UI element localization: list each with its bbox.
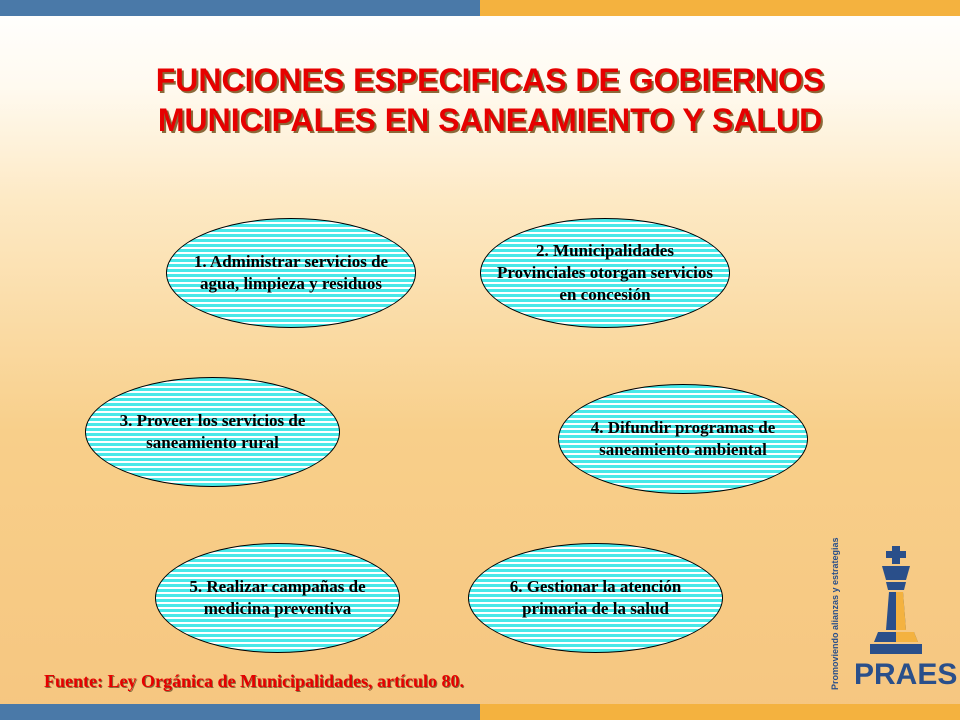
- function-label-4: 4. Difundir programas de saneamiento ambiental: [590, 418, 776, 459]
- function-label-2: 2. Municipalidades Provinciales otorgan servicios en concesión: [497, 241, 713, 304]
- top-bar-blue: [0, 0, 480, 16]
- title-line-1: FUNCIONES ESPECIFICAS DE GOBIERNOS: [155, 62, 825, 98]
- function-label-1: 1. Administrar servicios de agua, limpieza y residuos: [193, 252, 389, 293]
- function-oval-6: [468, 543, 723, 653]
- title-line-2: MUNICIPALES EN SANEAMIENTO Y SALUD: [157, 102, 823, 138]
- bottom-bar: [0, 704, 960, 720]
- logo-name: PRAES: [854, 658, 958, 691]
- top-bar-orange: [480, 0, 960, 16]
- slide-title: [90, 60, 890, 140]
- bottom-bar-orange: [480, 704, 960, 720]
- logo-tagline: Promoviendo alianzas y estrategias: [830, 537, 840, 690]
- praes-logo: [830, 537, 958, 691]
- function-oval-4: [558, 384, 808, 494]
- function-oval-1: [166, 218, 416, 328]
- function-oval-2: [480, 218, 730, 328]
- function-label-3: 3. Proveer los servicios de saneamiento rural: [119, 411, 306, 452]
- function-label-5: 5. Realizar campañas de medicina preventiva: [189, 577, 366, 618]
- bottom-bar-blue: [0, 704, 480, 720]
- top-bar: [0, 0, 960, 16]
- function-oval-3: [85, 377, 340, 487]
- source-note: Fuente: Ley Orgánica de Municipalidades, artículo 80.: [44, 671, 464, 691]
- function-oval-5: [155, 543, 400, 653]
- function-label-6: 6. Gestionar la atención primaria de la salud: [509, 577, 682, 618]
- chess-king-icon: [856, 546, 936, 658]
